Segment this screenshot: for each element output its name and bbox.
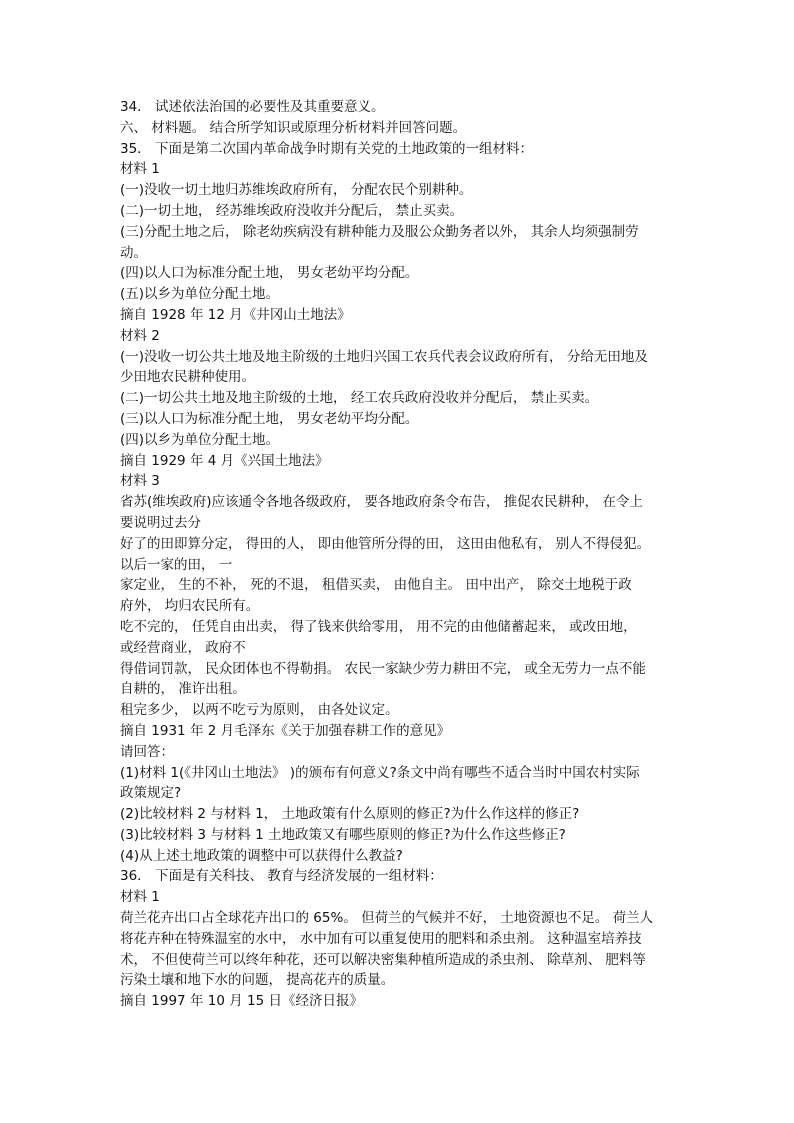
text-line: 要说明过去分 — [120, 514, 201, 531]
text-line: 34． 试述依法治国的必要性及其重要意义。 — [120, 99, 385, 115]
text-line: (一)没收一切公共土地及地主阶级的土地归兴国工农兵代表会议政府所有， 分给无田地及 — [120, 348, 648, 365]
text-line: 以后一家的田， 一 — [120, 556, 233, 573]
text-line: (1)材料 1(《井冈山土地法》 )的颁布有何意义?条文中尚有哪些不适合当时中国农村实际 — [120, 764, 640, 781]
text-line: (4)从上述土地政策的调整中可以获得什么教益? — [120, 847, 403, 864]
text-line: 摘自 1929 年 4 月《兴国土地法》 — [120, 452, 329, 469]
text-line: 将花卉种在特殊温室的水中， 水中加有可以重复使用的肥料和杀虫剂。 这种温室培养技 — [120, 930, 642, 947]
text-line: 摘自 1928 年 12 月《井冈山土地法》 — [120, 306, 351, 323]
text-line: 35． 下面是第二次国内革命战争时期有关党的土地政策的一组材料： — [120, 140, 533, 157]
text-line: 六、 材料题。 结合所学知识或原理分析材料并回答问题。 — [120, 119, 467, 136]
text-line: 政策规定? — [120, 785, 182, 802]
text-line: 术， 不但使荷兰可以终年种花，还可以解决密集种植所造成的杀虫剂、 除草剂、 肥料等 — [120, 951, 646, 968]
text-line: (3)比较材料 3 与材料 1 土地政策又有哪些原则的修正?为什么作这些修正? — [120, 826, 566, 843]
text-line: 租完多少， 以两不吃亏为原则， 由各处议定。 — [120, 702, 399, 719]
text-line: 吃不完的， 任凭自由出卖， 得了钱来供给零用， 用不完的由他储蓄起来， 或改田地， — [120, 618, 637, 635]
text-line: 或经营商业， 政府不 — [120, 639, 246, 656]
text-line: (三)以人口为标准分配土地， 男女老幼平均分配。 — [120, 410, 419, 427]
text-line: 请回答： — [120, 743, 174, 760]
text-line: 材料 1 — [120, 161, 160, 178]
text-line: 家定业， 生的不补， 死的不退， 租借买卖， 由他自主。 田中出产， 除交土地税于政 — [120, 577, 632, 594]
text-line: 材料 2 — [120, 327, 160, 344]
text-line: 好了的田即算分定， 得田的人， 即由他管所分得的田， 这田由他私有， 别人不得侵犯。 — [120, 535, 651, 552]
text-line: 摘自 1931 年 2 月毛泽东《关于加强春耕工作的意见》 — [120, 722, 451, 739]
text-line: 污染土壤和地下水的问题， 提高花卉的质量。 — [120, 972, 395, 989]
text-line: 36． 下面是有关科技、 教育与经济发展的一组材料： — [120, 868, 443, 885]
text-line: 动。 — [120, 244, 147, 261]
text-line: 材料 1 — [120, 889, 160, 906]
text-line: 摘自 1997 年 10 月 15 日《经济日报》 — [120, 993, 363, 1010]
text-line: 省苏(维埃政府)应该通令各地各级政府， 要各地政府条令布告， 推促农民耕种， 在令上 — [120, 494, 643, 511]
document-page — [120, 97, 680, 1012]
text-line: (2)比较材料 2 与材料 1， 土地政策有什么原则的修正?为什么作这样的修正? — [120, 806, 580, 823]
text-line: (二)一切公共土地及地主阶级的土地， 经工农兵政府没收并分配后， 禁止买卖。 — [120, 390, 599, 407]
text-line: (一)没收一切土地归苏维埃政府所有， 分配农民个别耕种。 — [120, 182, 473, 199]
text-line: (五)以乡为单位分配土地。 — [120, 286, 280, 303]
text-line: 少田地农民耕种使用。 — [120, 369, 255, 386]
text-line: 材料 3 — [120, 473, 160, 490]
text-line: (四)以人口为标准分配土地， 男女老幼平均分配。 — [120, 265, 419, 282]
text-line: (四)以乡为单位分配土地。 — [120, 431, 280, 448]
text-line: (二)一切土地， 经苏维埃政府没收并分配后， 禁止买卖。 — [120, 202, 464, 219]
text-line: 府外， 均归农民所有。 — [120, 598, 260, 615]
text-line: 荷兰花卉出口占全球花卉出口的 65%。 但荷兰的气候并不好， 土地资源也不足。 荷兰人 — [120, 910, 654, 927]
text-line: (三)分配土地之后， 除老幼疾病没有耕种能力及服公众勤务者以外， 其余人均须强制劳 — [120, 223, 639, 240]
text-line: 得借词罚款， 民众团体也不得勒捐。 农民一家缺少劳力耕田不完， 或全无劳力一点不能 — [120, 660, 646, 677]
text-line: 自耕的， 准许出租。 — [120, 681, 246, 698]
